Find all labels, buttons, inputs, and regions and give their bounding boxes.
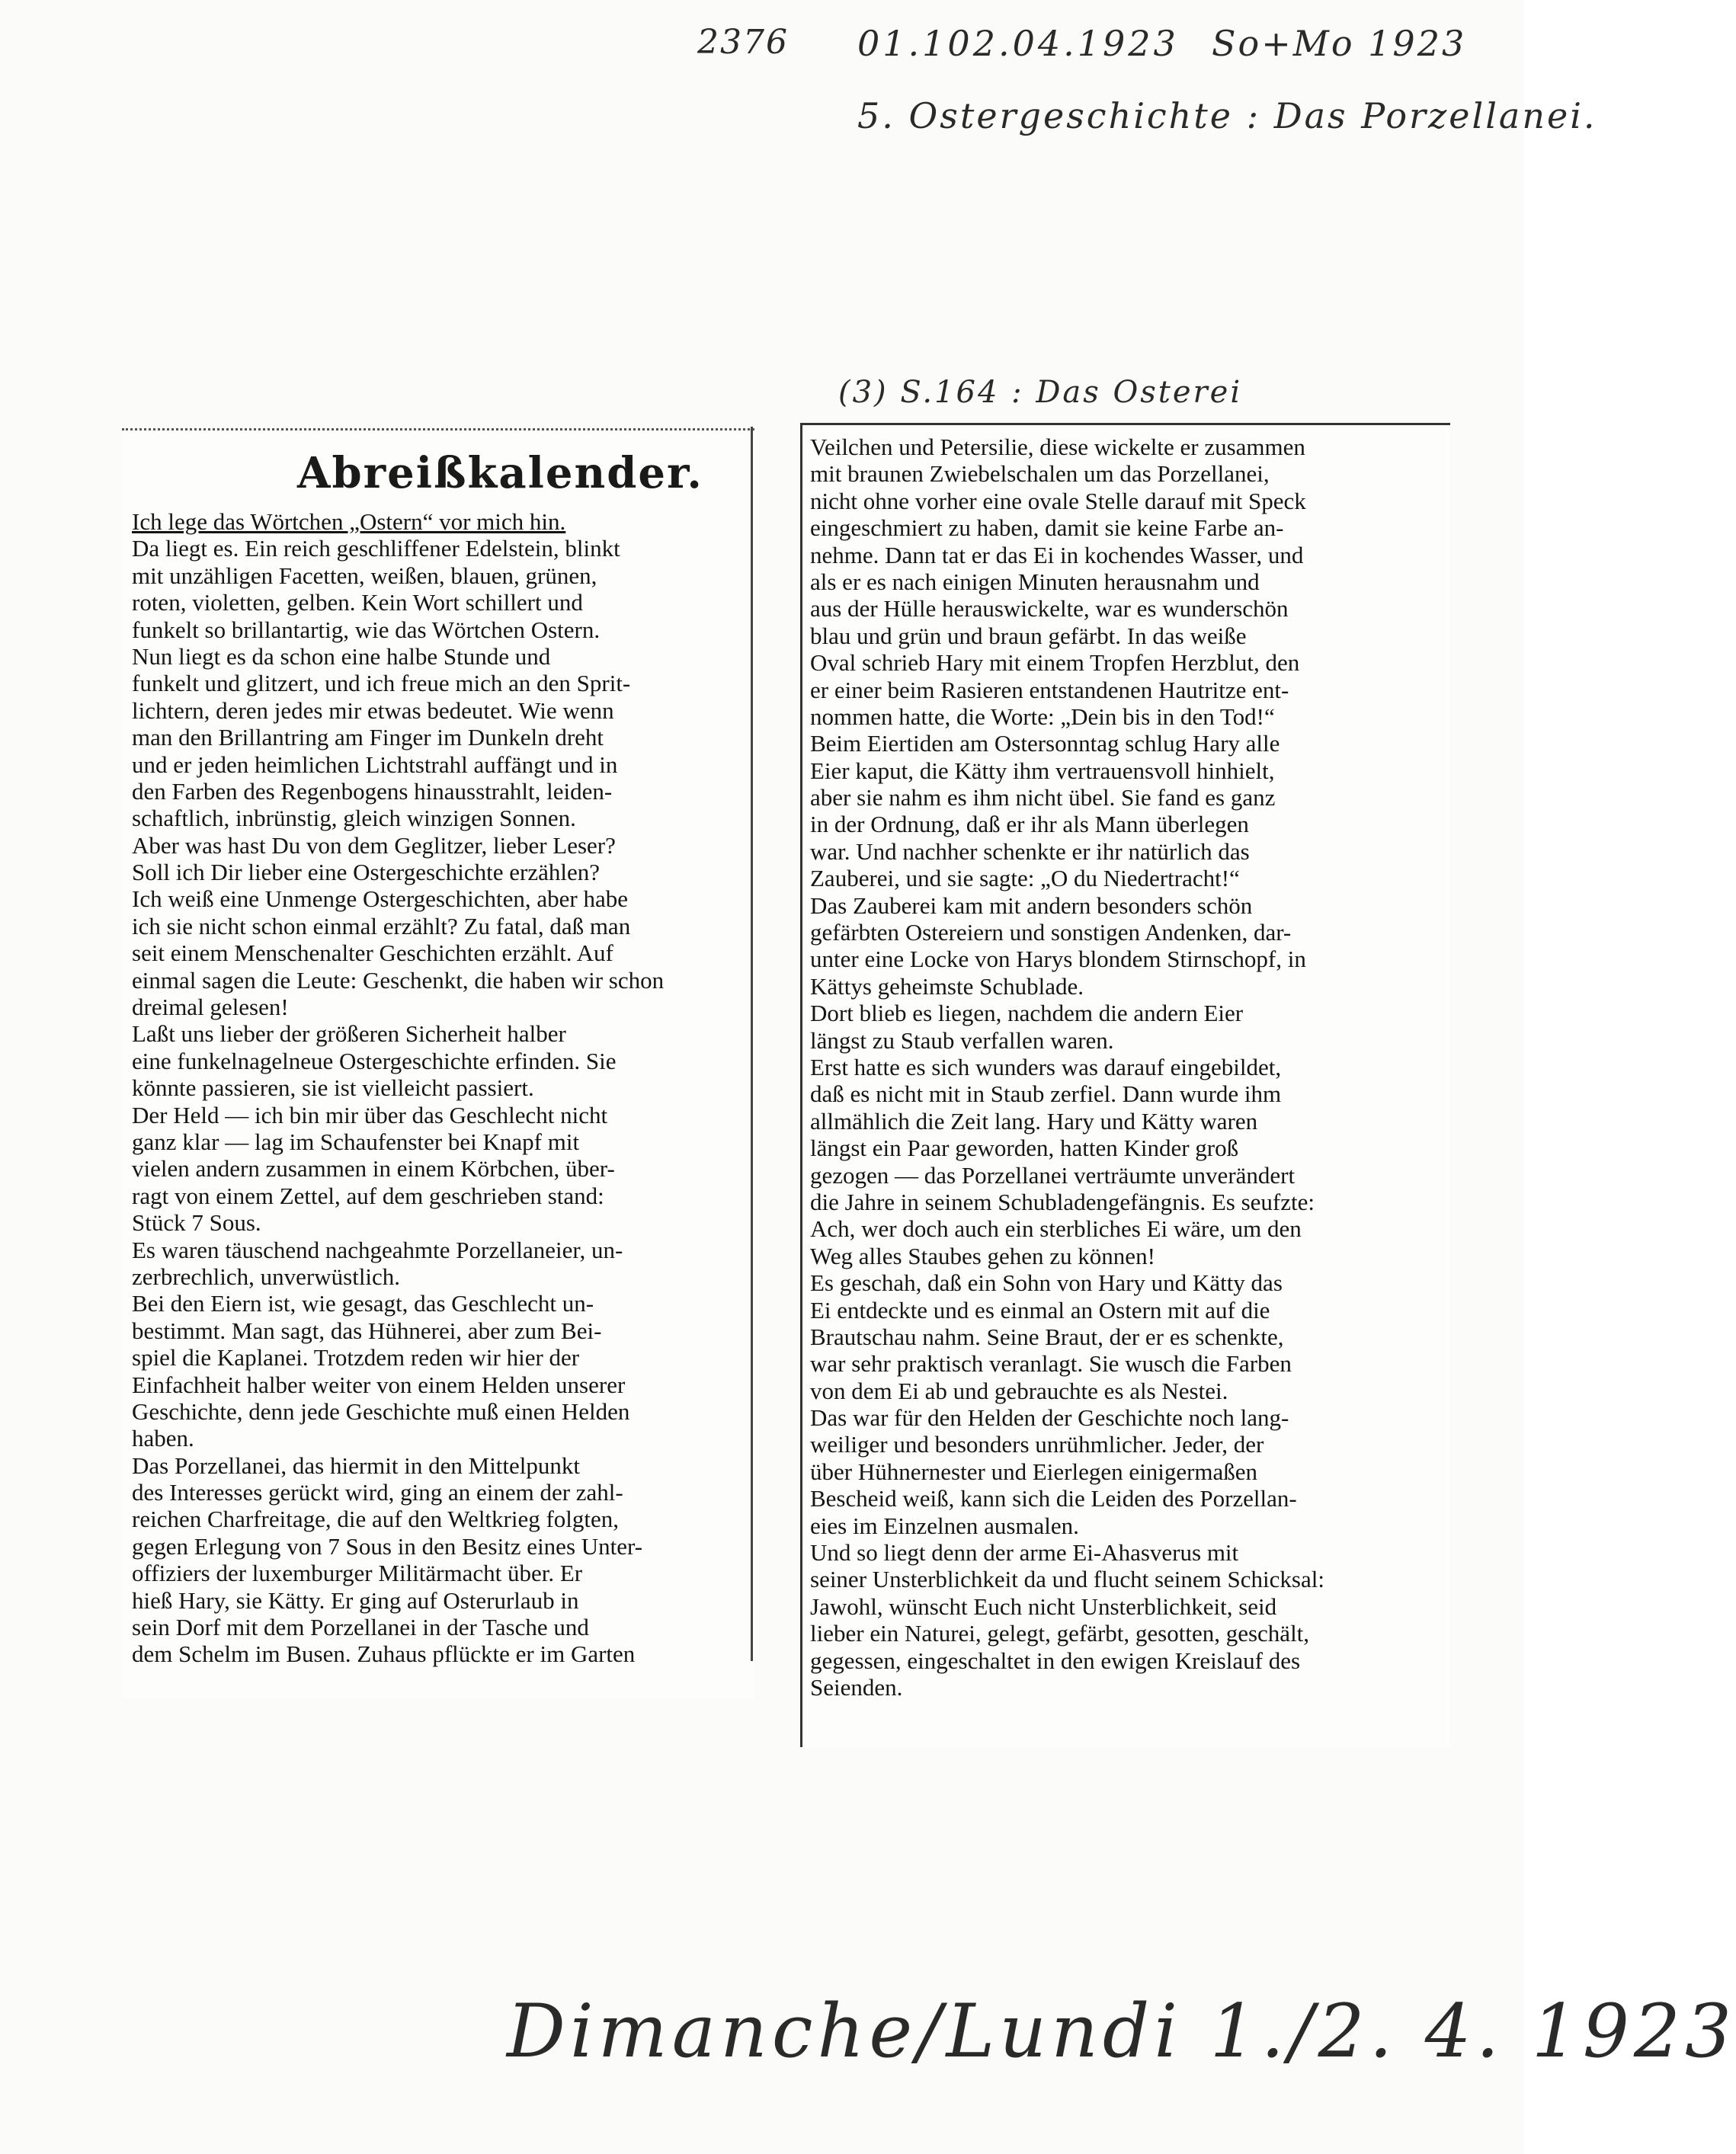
article-line: Geschichte, denn jede Geschichte muß einen Helden — [132, 1397, 630, 1425]
article-line: Der Held — ich bin mir über das Geschlecht nicht — [132, 1101, 608, 1128]
article-line: und er jeden heimlichen Lichtstrahl auffängt und in — [132, 751, 618, 778]
article-title: Abreißkalender. — [297, 448, 703, 498]
article-line: offiziers der luxemburger Militärmacht über. Er — [132, 1560, 583, 1587]
article-line: dreimal gelesen! — [132, 994, 289, 1021]
article-line: weiliger und besonders unrühmlicher. Jeder, der — [810, 1431, 1264, 1458]
article-line: Bei den Eiern ist, wie gesagt, das Geschlecht un- — [132, 1290, 594, 1317]
article-line: man den Brillantring am Finger im Dunkeln dreht — [132, 724, 604, 751]
article-line: nicht ohne vorher eine ovale Stelle darauf mit Speck — [810, 487, 1306, 514]
article-line: mit unzähligen Facetten, weißen, blauen, grünen, — [132, 562, 597, 589]
article-line: eies im Einzelnen ausmalen. — [810, 1512, 1079, 1539]
article-line: Es waren täuschend nachgeahmte Porzellaneier, un- — [132, 1236, 623, 1263]
archive-number: 2376 — [697, 23, 789, 62]
article-line: Es geschah, daß ein Sohn von Hary und Kätty das — [810, 1269, 1283, 1297]
article-line: Jawohl, wünscht Euch nicht Unsterblichkeit, seid — [810, 1592, 1277, 1620]
article-line: Seienden. — [810, 1673, 903, 1701]
article-line: die Jahre in seinem Schubladengefängnis. Es seufzte: — [810, 1188, 1315, 1215]
article-line: Dort blieb es liegen, nachdem die andern Eier — [810, 1000, 1244, 1027]
article-line: nommen hatte, die Worte: „Dein bis in den Tod!“ — [810, 703, 1275, 730]
article-line: Zauberei, und sie sagte: „O du Niedertracht!“ — [810, 865, 1240, 892]
article-line: Das war für den Helden der Geschichte noch lang- — [810, 1404, 1289, 1432]
article-line: aber sie nahm es ihm nicht übel. Sie fand es ganz — [810, 784, 1276, 811]
article-line: könnte passieren, sie ist vielleicht passiert. — [132, 1074, 534, 1102]
article-line: Ich lege das Wörtchen „Ostern“ vor mich hin. — [132, 508, 566, 535]
article-line: Oval schrieb Hary mit einem Tropfen Herzblut, den — [810, 649, 1300, 677]
article-line: daß es nicht mit in Staub zerfiel. Dann wurde ihm — [810, 1080, 1282, 1108]
article-line: funkelt so brillantartig, wie das Wörtchen Ostern. — [132, 616, 601, 643]
article-line: bestimmt. Man sagt, das Hühnerei, aber zum Bei- — [132, 1317, 602, 1344]
article-line: seit einem Menschenalter Geschichten erzählt. Auf — [132, 939, 613, 967]
article-line: reichen Charfreitage, die auf den Weltkrieg folgten, — [132, 1506, 620, 1533]
article-line: Beim Eiertiden am Ostersonntag schlug Hary alle — [810, 730, 1280, 757]
article-line: lichtern, deren jedes mir etwas bedeutet. Wie wenn — [132, 696, 614, 724]
article-line: eingeschmiert zu haben, damit sie keine Farbe an- — [810, 514, 1284, 542]
article-line: dem Schelm im Busen. Zuhaus pflückte er im Garten — [132, 1640, 636, 1668]
article-line: Nun liegt es da schon eine halbe Stunde und — [132, 642, 551, 670]
article-line: haben. — [132, 1425, 194, 1452]
article-line: gezogen — das Porzellanei verträumte unverändert — [810, 1161, 1296, 1189]
article-line: funkelt und glitzert, und ich freue mich an den Sprit- — [132, 670, 631, 697]
article-line: einmal sagen die Leute: Geschenkt, die haben wir schon — [132, 966, 665, 994]
article-line: lieber ein Naturei, gelegt, gefärbt, gesotten, geschält, — [810, 1620, 1310, 1647]
article-line: gegessen, eingeschaltet in den ewigen Kreislauf des — [810, 1647, 1301, 1674]
article-line: über Hühnernester und Eierlegen einigermaßen — [810, 1458, 1258, 1485]
article-line: schaftlich, inbrünstig, gleich winzigen Sonnen. — [132, 805, 576, 832]
article-line: den Farben des Regenbogens hinausstrahlt, leiden- — [132, 777, 613, 805]
bottom-date: Dimanche/Lundi 1./2. 4. 1923 — [507, 1989, 1736, 2074]
article-line: als er es nach einigen Minuten herausnahm und — [810, 568, 1260, 595]
article-line: Weg alles Staubes gehen zu können! — [810, 1242, 1155, 1269]
article-line: allmählich die Zeit lang. Hary und Kätty waren — [810, 1107, 1258, 1135]
article-line: war. Und nachher schenkte er ihr natürlich das — [810, 837, 1250, 865]
article-line: des Interesses gerückt wird, ging an einem der zahl- — [132, 1479, 623, 1506]
article-line: mit braunen Zwiebelschalen um das Porzellanei, — [810, 460, 1270, 488]
article-line: längst ein Paar geworden, hatten Kinder groß — [810, 1135, 1239, 1162]
article-line: Einfachheit halber weiter von einem Helden unserer — [132, 1371, 626, 1398]
article-line: gefärbten Ostereiern und sonstigen Andenken, dar- — [810, 919, 1292, 946]
article-line: von dem Ei ab und gebrauchte es als Nestei. — [810, 1377, 1228, 1404]
article-line: er einer beim Rasieren entstandenen Hautritze ent- — [810, 676, 1289, 703]
article-column-right — [810, 434, 1443, 1701]
article-line: sein Dorf mit dem Porzellanei in der Tasche und — [132, 1614, 589, 1641]
article-line: Brautschau nahm. Seine Braut, der er es schenkte, — [810, 1323, 1284, 1350]
article-line: Bescheid weiß, kann sich die Leiden des Porzellan- — [810, 1485, 1297, 1512]
article-line: nehme. Dann tat er das Ei in kochendes Wasser, und — [810, 541, 1304, 568]
article-line: Soll ich Dir lieber eine Ostergeschichte erzählen? — [132, 859, 601, 886]
article-line: hieß Hary, sie Kätty. Er ging auf Osterurlaub in — [132, 1586, 579, 1614]
article-line: seiner Unsterblichkeit da und flucht seinem Schicksal: — [810, 1566, 1324, 1593]
article-line: zerbrechlich, unverwüstlich. — [132, 1263, 401, 1290]
article-line: Und so liegt denn der arme Ei-Ahasverus mit — [810, 1539, 1239, 1567]
article-line: vielen andern zusammen in einem Körbchen, über- — [132, 1155, 615, 1183]
article-line: Das Zauberei kam mit andern besonders schön — [810, 891, 1253, 919]
article-line: war sehr praktisch veranlagt. Sie wusch die Farben — [810, 1350, 1292, 1378]
article-line: Aber was hast Du von dem Geglitzer, lieber Leser? — [132, 831, 616, 859]
article-line: Erst hatte es sich wunders was darauf eingebildet, — [810, 1053, 1282, 1080]
article-line: unter eine Locke von Harys blondem Stirnschopf, in — [810, 946, 1306, 973]
article-line: Da liegt es. Ein reich geschliffener Edelstein, blinkt — [132, 535, 620, 562]
article-line: Das Porzellanei, das hiermit in den Mittelpunkt — [132, 1451, 581, 1479]
article-line: ich sie nicht schon einmal erzählt? Zu fatal, daß man — [132, 912, 631, 939]
article-line: Ich weiß eine Unmenge Ostergeschichten, aber habe — [132, 885, 629, 913]
article-line: spiel die Kaplanei. Trotzdem reden wir hier der — [132, 1344, 580, 1371]
article-line: eine funkelnagelneue Ostergeschichte erfinden. Sie — [132, 1047, 617, 1074]
article-line: längst zu Staub verfallen waren. — [810, 1026, 1114, 1054]
article-column-left — [132, 508, 745, 1668]
article-line: Eier kaput, die Kätty ihm vertrauensvoll hinhielt, — [810, 757, 1275, 784]
page-reference: (3) S.164 : Das Osterei — [838, 375, 1243, 410]
article-line: ragt von einem Zettel, auf dem geschrieben stand: — [132, 1182, 604, 1209]
archive-date: 01.102.04.1923 — [857, 23, 1179, 64]
article-line: Ei entdeckte und es einmal an Ostern mit auf die — [810, 1296, 1270, 1323]
article-line: Kättys geheimste Schublade. — [810, 972, 1084, 1000]
column-divider — [751, 427, 753, 1661]
article-line: Stück 7 Sous. — [132, 1209, 261, 1237]
article-line: gegen Erlegung von 7 Sous in den Besitz eines Unter- — [132, 1532, 643, 1560]
article-line: aus der Hülle herauswickelte, war es wunderschön — [810, 595, 1289, 623]
article-line: Ach, wer doch auch ein sterbliches Ei wäre, um den — [810, 1215, 1302, 1243]
article-line: roten, violetten, gelben. Kein Wort schillert und — [132, 589, 583, 616]
archive-year: So+Mo 1923 — [1212, 23, 1467, 64]
archive-title: 5. Ostergeschichte : Das Porzellanei. — [857, 95, 1597, 136]
article-line: Veilchen und Petersilie, diese wickelte er zusammen — [810, 434, 1305, 460]
article-line: in der Ordnung, daß er ihr als Mann überlegen — [810, 811, 1249, 838]
article-line: ganz klar — lag im Schaufenster bei Knapf mit — [132, 1128, 580, 1155]
article-line: Laßt uns lieber der größeren Sicherheit halber — [132, 1020, 566, 1048]
article-line: blau und grün und braun gefärbt. In das weiße — [810, 622, 1247, 649]
clipping-edge — [122, 428, 754, 432]
